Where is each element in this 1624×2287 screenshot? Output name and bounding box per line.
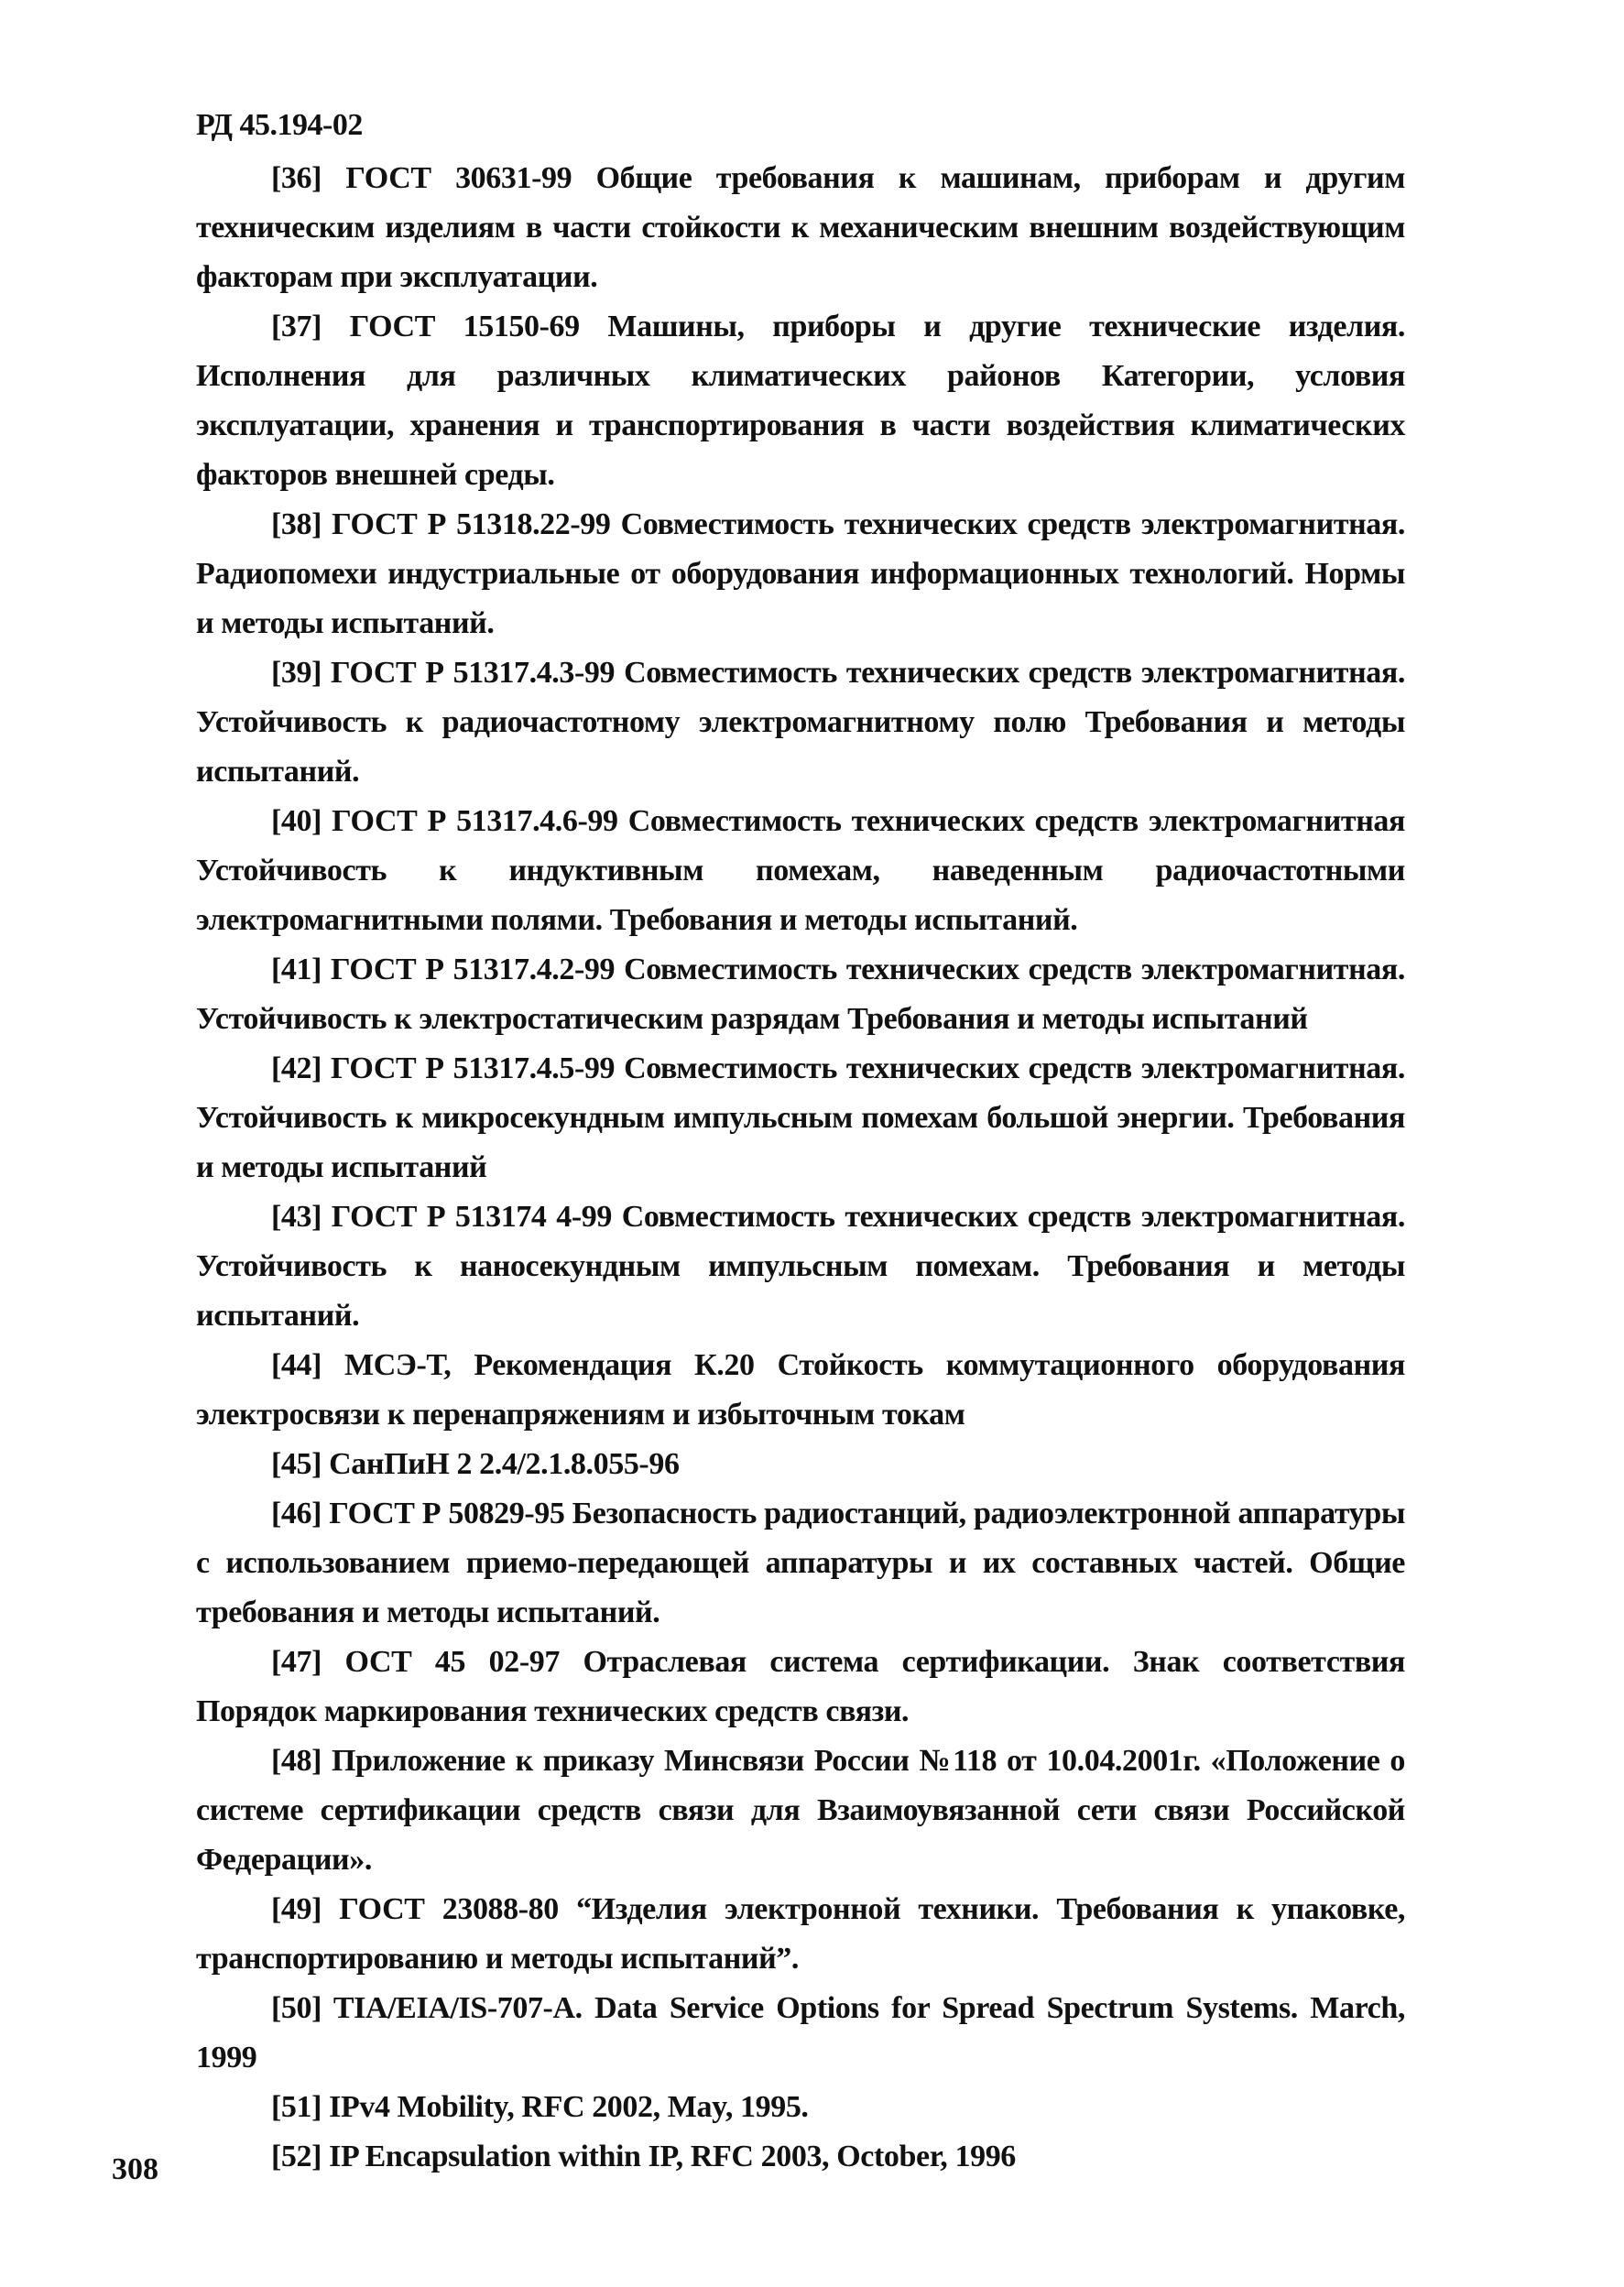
reference-item-50: [50] TIA/EIA/IS-707-A. Data Service Options for Spread Spectrum Systems. March, 1999 — [196, 1991, 1405, 2075]
document-header: РД 45.194-02 — [196, 108, 363, 142]
reference-item-43: [43] ГОСТ Р 513174 4-99 Совместимость технических средств электромагнитная. Устойчивость к наносекундным импульсным помехам. Требования и методы испытаний. — [196, 1200, 1405, 1333]
reference-item-38: [38] ГОСТ Р 51318.22-99 Совместимость технических средств электромагнитная. Радиопомехи индустриальные от оборудования информационных технологий. Нормы и методы испытаний. — [196, 507, 1405, 640]
reference-item-49: [49] ГОСТ 23088-80 “Изделия электронной техники. Требования к упаковке, транспортированию и методы испытаний”. — [196, 1892, 1405, 1976]
reference-item-41: [41] ГОСТ Р 51317.4.2-99 Совместимость технических средств электромагнитная. Устойчивость к электростатическим разрядам Требования и методы испытаний — [196, 953, 1405, 1036]
reference-item-48: [48] Приложение к приказу Минсвязи России №118 от 10.04.2001г. «Положение о системе сертификации средств связи для Взаимоувязанной сети связи Российской Федерации». — [196, 1744, 1405, 1877]
reference-item-40: [40] ГОСТ Р 51317.4.6-99 Совместимость технических средств электромагнитная Устойчивость к индуктивным помехам, наведенным радиочастотными электромагнитными полями. Требования и методы испытаний. — [196, 804, 1405, 937]
reference-item-45: [45] СанПиН 2 2.4/2.1.8.055-96 — [271, 1447, 680, 1481]
reference-list — [196, 154, 1405, 2182]
reference-item-47: [47] ОСТ 45 02-97 Отраслевая система сертификации. Знак соответствия Порядок маркирования технических средств связи. — [196, 1645, 1405, 1728]
reference-item-51: [51] IPv4 Mobility, RFC 2002, May, 1995. — [271, 2090, 809, 2124]
page-number: 308 — [112, 2152, 158, 2186]
reference-item-39: [39] ГОСТ Р 51317.4.3-99 Совместимость технических средств электромагнитная. Устойчивость к радиочастотному электромагнитному полю Требования и методы испытаний. — [196, 656, 1405, 789]
reference-item-36: [36] ГОСТ 30631-99 Общие требования к машинам, приборам и другим техническим изделиям в части стойкости к механическим внешним воздействующим факторам при эксплуатации. — [196, 161, 1405, 294]
reference-item-37: [37] ГОСТ 15150-69 Машины, приборы и другие технические изделия. Исполнения для различных климатических районов Категории, условия эксплуатации, хранения и транспортирования в части воздействия климатических факторов внешней среды. — [196, 310, 1405, 492]
reference-item-42: [42] ГОСТ Р 51317.4.5-99 Совместимость технических средств электромагнитная. Устойчивость к микросекундным импульсным помехам большой энергии. Требования и методы испытаний — [196, 1051, 1405, 1184]
reference-item-44: [44] МСЭ-Т, Рекомендация К.20 Стойкость коммутационного оборудования электросвязи к перенапряжениям и избыточным токам — [196, 1348, 1405, 1432]
reference-item-46: [46] ГОСТ Р 50829-95 Безопасность радиостанций, радиоэлектронной аппаратуры с использованием приемо-передающей аппаратуры и их составных частей. Общие требования и методы испытаний. — [196, 1497, 1405, 1629]
reference-item-52: [52] IP Encapsulation within IP, RFC 2003, October, 1996 — [271, 2140, 1016, 2173]
